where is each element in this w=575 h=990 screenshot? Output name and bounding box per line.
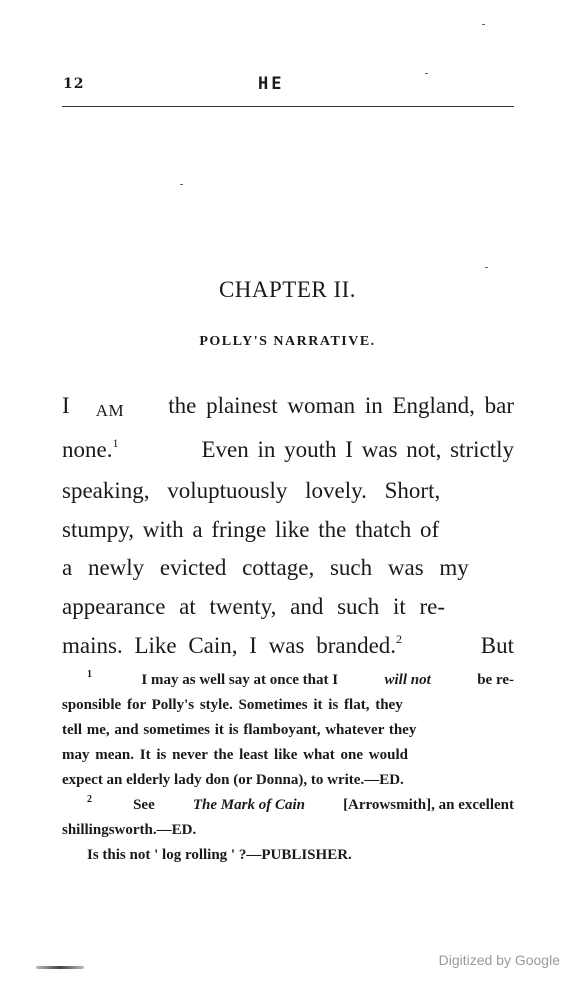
footnote-line — [62, 668, 514, 693]
body-line — [62, 588, 514, 627]
line-text: Even in youth I was not, strictly — [201, 436, 514, 462]
body-text — [62, 387, 514, 668]
speck — [180, 184, 183, 185]
line-text — [62, 627, 402, 669]
line-text-part: mains. Like Cain, I was branded. — [62, 632, 397, 658]
footnote-text: expect an elderly lady don (or Donna), to write.—ED. — [62, 772, 404, 788]
footnote-line — [62, 768, 514, 793]
footnote-mark: 2 — [87, 794, 92, 805]
corner-mark — [36, 966, 84, 969]
body-line — [62, 472, 514, 511]
chapter-title: CHAPTER II. — [218, 277, 357, 302]
body-line — [62, 627, 514, 669]
footnote-line — [62, 793, 514, 818]
footnote-text: [Arrowsmith], an excellent — [343, 797, 514, 813]
speck — [485, 267, 488, 268]
running-head: HE — [258, 74, 285, 94]
line-text: stumpy, with a fringe like the thatch of — [62, 516, 440, 542]
body-line — [62, 387, 514, 431]
section-title: POLLY'S NARRATIVE. — [199, 334, 376, 349]
footnote-line — [62, 743, 514, 768]
line-text: a newly evicted cottage, such was my — [62, 555, 469, 581]
body-line — [62, 431, 514, 473]
body-line — [62, 511, 514, 550]
footnote-emphasis: The Mark of Cain — [192, 797, 305, 813]
line-text — [62, 431, 118, 473]
line-text: speaking, voluptuously lovely. Short, — [62, 478, 441, 504]
footnote-text: be re- — [477, 672, 514, 688]
line-text-part: none. — [62, 436, 113, 462]
small-caps-word: AM — [95, 401, 125, 420]
footnote-emphasis: will not — [384, 672, 431, 688]
body-line — [62, 549, 514, 588]
drop-word: I — [62, 393, 70, 418]
speck — [425, 73, 428, 74]
header-rule — [62, 106, 514, 107]
footnote-text: may mean. It is never the least like what one would — [62, 747, 408, 763]
line-text: the plainest woman in England, bar — [168, 393, 514, 418]
page-number: 12 — [63, 76, 85, 92]
footnote-ref: 2 — [396, 631, 403, 646]
footnote-text: tell me, and sometimes it is flamboyant, whatever they — [62, 722, 417, 738]
footnote-line — [62, 693, 514, 718]
footnote-text: shillingsworth.—ED. — [62, 822, 197, 838]
line-text: appearance at twenty, and such it re- — [62, 593, 446, 619]
watermark: Digitized by Google — [438, 952, 560, 968]
footnote-line — [62, 818, 514, 843]
footnote-text: sponsible for Polly's style. Sometimes it is flat, they — [62, 697, 403, 713]
footnote-text: Is this not ' log rolling ' ?—PUBLISHER. — [87, 847, 352, 863]
line-text: But — [480, 632, 514, 658]
footnote-line — [62, 718, 514, 743]
footnotes — [62, 668, 514, 868]
footnote-ref: 1 — [112, 435, 119, 450]
footnote-text: I may as well say at once that I — [141, 672, 339, 688]
footnote-mark: 1 — [87, 669, 92, 680]
footnote-line — [62, 843, 514, 868]
speck — [482, 24, 485, 25]
footnote-text: See — [133, 797, 155, 813]
